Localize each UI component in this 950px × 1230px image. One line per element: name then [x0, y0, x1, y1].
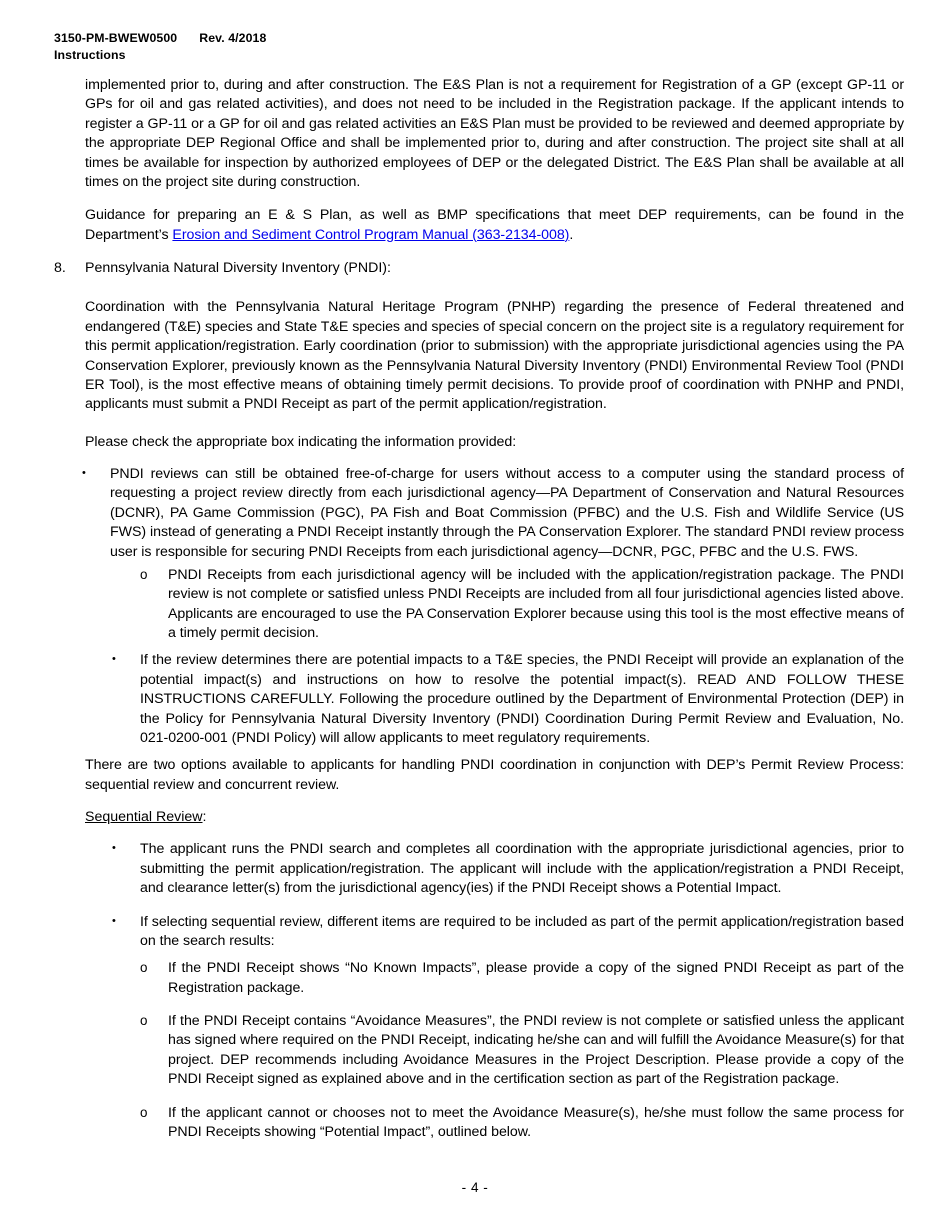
- paragraph-pndi-coordination: Coordination with the Pennsylvania Natural Heritage Program (PNHP) regarding the presence of Federal threatened and endangered (T&E) species and State T&E species and species of special concern on the project site is a regulatory requirement for this permit application/registration. Early coordination (prior to submission) with the appropriate jurisdictional agencies using the PA Conservation Explorer, previously known as the Pennsylvania Natural Diversity Inventory (PNDI) Environmental Review Tool (PNDI ER Tool), is the most effective means of obtaining timely permit decisions. To provide proof of coordination with PNHP and PNDI, applicants must submit a PNDI Receipt as part of the permit application/registration.: [85, 299, 904, 413]
- heading-sequential-review-label: Sequential Review: [85, 809, 203, 825]
- bullet-applicant-runs-search: [112, 840, 904, 898]
- bullet-list-sequential-review: [54, 840, 904, 951]
- document-subtitle: Instructions: [54, 47, 126, 62]
- page-number: - 4 -: [461, 1180, 489, 1195]
- list-item-8: [54, 259, 904, 278]
- bullet-applicant-runs-search-text: The applicant runs the PNDI search and completes all coordination with the appropriate jurisdictional agencies, prior to submitting the permit application/registration. The applicant will include with the application/registration a PNDI Receipt, and clearance letter(s) from the jurisdictional agency(ies) if the PNDI Receipt shows a Potential Impact.: [140, 841, 904, 897]
- sub-bullet-avoidance-measures-text: If the PNDI Receipt contains “Avoidance Measures”, the PNDI review is not complete or satisfied unless the applicant has signed where required on the PNDI Receipt, indicating he/she can and will fulfill the Avoidance Measure(s) for that project. DEP recommends including Avoidance Measures in the Project Description. Please provide a copy of the PNDI Receipt signed as explained above and in the certification section as part of the Registration package.: [168, 1013, 904, 1088]
- bullet-list-pndi-options: [54, 465, 904, 562]
- paragraph-continued: implemented prior to, during and after construction. The E&S Plan is not a requirement for Registration of a GP (except GP-11 or GPs for oil and gas related activities), and does not need to be included in the Registration package. If the applicant intends to register a GP-11 or a GP for oil and gas related activities an E&S Plan must be provided to be reviewed and deemed appropriate by the appropriate DEP Regional Office and shall be implemented prior to, during and after construction. The project site shall at all times be available for inspection by authorized employees of DEP or the delegated District. The E&S Plan shall be available at all times on the project site during construction.: [85, 77, 904, 190]
- heading-sequential-review: [85, 808, 904, 827]
- bullet-list-potential-impacts: [54, 651, 904, 748]
- sub-bullet-o-icon: o: [140, 1104, 148, 1120]
- revision-date: Rev. 4/2018: [199, 31, 267, 45]
- bullet-free-of-charge-text: PNDI reviews can still be obtained free-of-charge for users without access to a computer using the standard process of requesting a project review directly from each jurisdictional agency—PA Department of Conservation and Natural Resources (DCNR), PA Game Commission (PGC), PA Fish and Boat Commission (PFBC) and the U.S. Fish and Wildlife Service (US FWS) instead of generating a PNDI Receipt instantly through the PA Conservation Explorer. The standard PNDI review process user is responsible for securing PNDI Receipts from each jurisdictional agency—DCNR, PGC, PFBC and the U.S. FWS.: [110, 466, 904, 560]
- document-header: [54, 30, 266, 63]
- list-item-8-title: Pennsylvania Natural Diversity Inventory (PNDI):: [85, 260, 391, 276]
- document-body: [54, 76, 904, 1142]
- sub-bullet-avoidance-measures: [140, 1012, 904, 1090]
- sub-bullet-no-known-impacts: [140, 959, 904, 998]
- bullet-potential-impacts: [112, 651, 904, 748]
- heading-sequential-review-colon: :: [202, 809, 207, 825]
- sub-bullet-receipts-included: [140, 566, 904, 644]
- bullet-dot-icon: •: [112, 842, 116, 855]
- guidance-prefix-text: Guidance for preparing an E & S Plan, as well as BMP specifications that meet DEP requirements, can be found in the Department’s: [85, 207, 904, 243]
- sub-bullet-cannot-meet-avoidance-text: If the applicant cannot or chooses not to meet the Avoidance Measure(s), he/she must follow the same process for PNDI Receipts showing “Potential Impact”, outlined below.: [168, 1104, 904, 1140]
- paragraph-check-box-instruction: Please check the appropriate box indicating the information provided:: [85, 433, 517, 450]
- form-number: 3150-PM-BWEW0500: [54, 31, 178, 45]
- sub-bullet-list-search-results: [54, 959, 904, 1142]
- bullet-selecting-sequential-review: [112, 913, 904, 952]
- sub-bullet-o-icon: o: [140, 1013, 148, 1028]
- sub-bullet-no-known-impacts-text: If the PNDI Receipt shows “No Known Impacts”, please provide a copy of the signed PNDI Receipt as part of the Registration package.: [168, 960, 904, 996]
- bullet-dot-icon: •: [112, 914, 116, 927]
- guidance-suffix-text: .: [569, 226, 574, 243]
- bullet-free-of-charge: [82, 465, 904, 562]
- bullet-selecting-sequential-review-text: If selecting sequential review, different items are required to be included as part of the permit application/registration based on the search results:: [140, 913, 904, 949]
- sub-bullet-o-icon: o: [140, 960, 148, 976]
- bullet-potential-impacts-text: If the review determines there are potential impacts to a T&E species, the PNDI Receipt will provide an explanation of the potential impact(s) and instructions on how to resolve the potential impact(s). READ AND FOLLOW THESE INSTRUCTIONS CAREFULLY. Following the procedure outlined by the Department of Environmental Protection (DEP) in the Policy for Pennsylvania Natural Diversity Inventory (PNDI) Coordination During Permit Review and Evaluation, No. 021-0200-001 (PNDI Policy) will allow applicants to meet regulatory requirements.: [140, 652, 904, 746]
- page-footer: [0, 1180, 950, 1195]
- sub-bullet-receipts-included-text: PNDI Receipts from each jurisdictional agency will be included with the application/registration package. The PNDI review is not complete or satisfied unless PNDI Receipts are included from all four jurisdictional agencies listed above. Applicants are encouraged to use the PA Conservation Explorer because using this tool is the most effective means of a timely permit decision.: [168, 566, 904, 641]
- sub-bullet-list-receipts: [54, 566, 904, 644]
- bullet-dot-icon: •: [112, 653, 116, 666]
- erosion-sediment-manual-link[interactable]: Erosion and Sediment Control Program Manual (363-2134-008): [172, 226, 570, 243]
- list-item-8-number: 8.: [54, 260, 66, 276]
- sub-bullet-o-icon: o: [140, 566, 148, 582]
- paragraph-two-options: There are two options available to applicants for handling PNDI coordination in conjunction with DEP’s Permit Review Process: sequential review and concurrent review.: [85, 757, 904, 793]
- paragraph-guidance: [85, 206, 904, 245]
- bullet-dot-icon: •: [82, 467, 86, 479]
- sub-bullet-cannot-meet-avoidance: [140, 1104, 904, 1143]
